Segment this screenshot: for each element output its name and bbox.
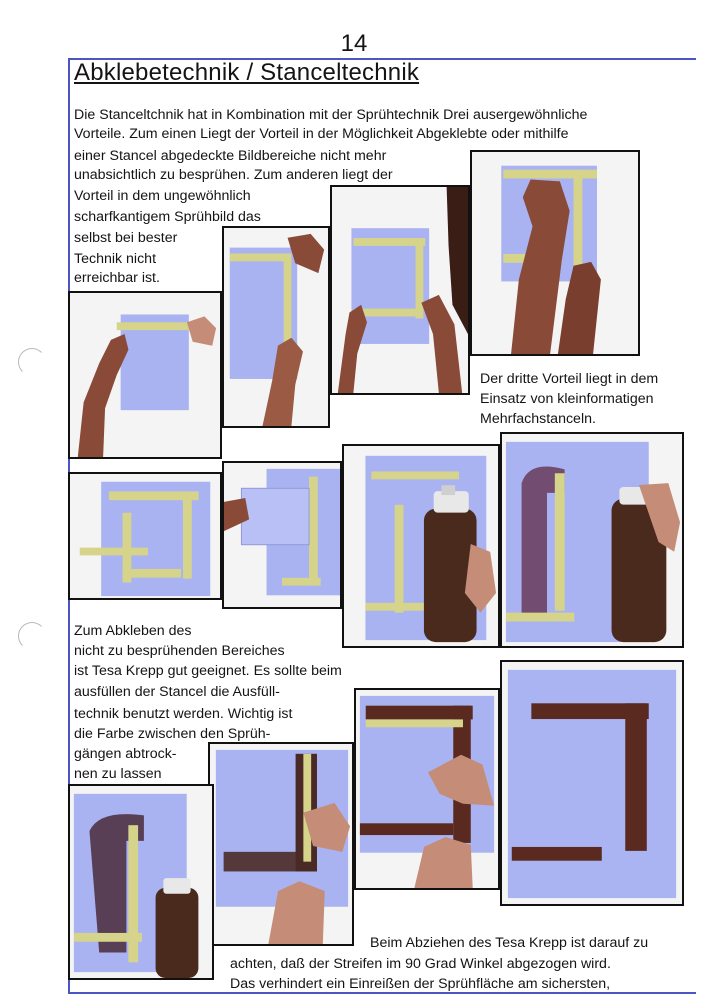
intro-line-9: erreichbar ist. — [74, 270, 160, 286]
photo-multi-stencil-taped — [68, 472, 222, 600]
removal-note-line-1: Beim Abziehen des Tesa Krepp ist darauf zu — [370, 935, 649, 951]
intro-line-5: Vorteil in dem ungewöhnlich — [74, 188, 251, 204]
taping-note-line-2: nicht zu besprühenden Bereiches — [74, 643, 285, 659]
taping-note-line-3: ist Tesa Krepp gut geeignet. Es sollte beim — [74, 663, 342, 679]
photo-taping-top-edge — [68, 291, 222, 459]
binder-hole-bottom — [18, 622, 46, 650]
photo-placing-stencil — [222, 461, 342, 609]
taping-note-line-8: nen zu lassen — [74, 766, 162, 782]
photo-pressing-tape — [470, 150, 640, 356]
photo-peeling-tape — [354, 688, 500, 890]
intro-line-6: scharfkantigem Sprühbild das — [74, 209, 261, 225]
third-advantage-line-3: Mehrfachstanceln. — [480, 411, 596, 427]
photo-spraying-stencil — [342, 444, 500, 648]
taping-note-line-1: Zum Abkleben des — [74, 623, 192, 639]
taping-note-line-6: die Farbe zwischen den Sprüh- — [74, 726, 271, 742]
taping-note-line-5: technik benutzt werden. Wichtig ist — [74, 706, 293, 722]
photo-taping-frame — [330, 185, 470, 395]
taping-note-line-7: gängen abtrock- — [74, 746, 177, 762]
intro-line-1: Die Stanceltchnik hat in Kombination mit der Sprühtechnik Drei ausergewöhnliche — [74, 107, 588, 123]
third-advantage-line-2: Einsatz von kleinformatigen — [480, 391, 654, 407]
photo-spraying-second-layer — [68, 784, 214, 980]
page-title: Abklebetechnik / Stanceltechnik — [74, 59, 420, 86]
removal-note-line-3: Das verhindert ein Einreißen der Sprühfläche am sichersten, — [230, 976, 611, 992]
intro-line-2: Vorteile. Zum einen Liegt der Vorteil in der Möglichkeit Abgeklebte oder mithilfe — [74, 126, 569, 142]
photo-finished-stencil — [500, 660, 684, 906]
intro-line-4: unabsichtlich zu besprühen. Zum anderen liegt der — [74, 167, 393, 183]
third-advantage-line-1: Der dritte Vorteil liegt in dem — [480, 371, 659, 387]
intro-line-7: selbst bei bester — [74, 230, 178, 246]
binder-hole-top — [18, 348, 46, 376]
removal-note-line-2: achten, daß der Streifen im 90 Grad Winkel abgezogen wird. — [230, 956, 611, 972]
taping-note-line-4: ausfüllen der Stancel die Ausfüll- — [74, 684, 280, 700]
intro-line-8: Technik nicht — [74, 251, 157, 267]
photo-spraying-result — [500, 432, 684, 648]
page-number: 14 — [340, 30, 368, 57]
intro-line-3: einer Stancel abgedeckte Bildbereiche nicht mehr — [74, 148, 387, 164]
photo-peeling-frame — [208, 742, 354, 946]
photo-taping-side-edge — [222, 226, 330, 428]
